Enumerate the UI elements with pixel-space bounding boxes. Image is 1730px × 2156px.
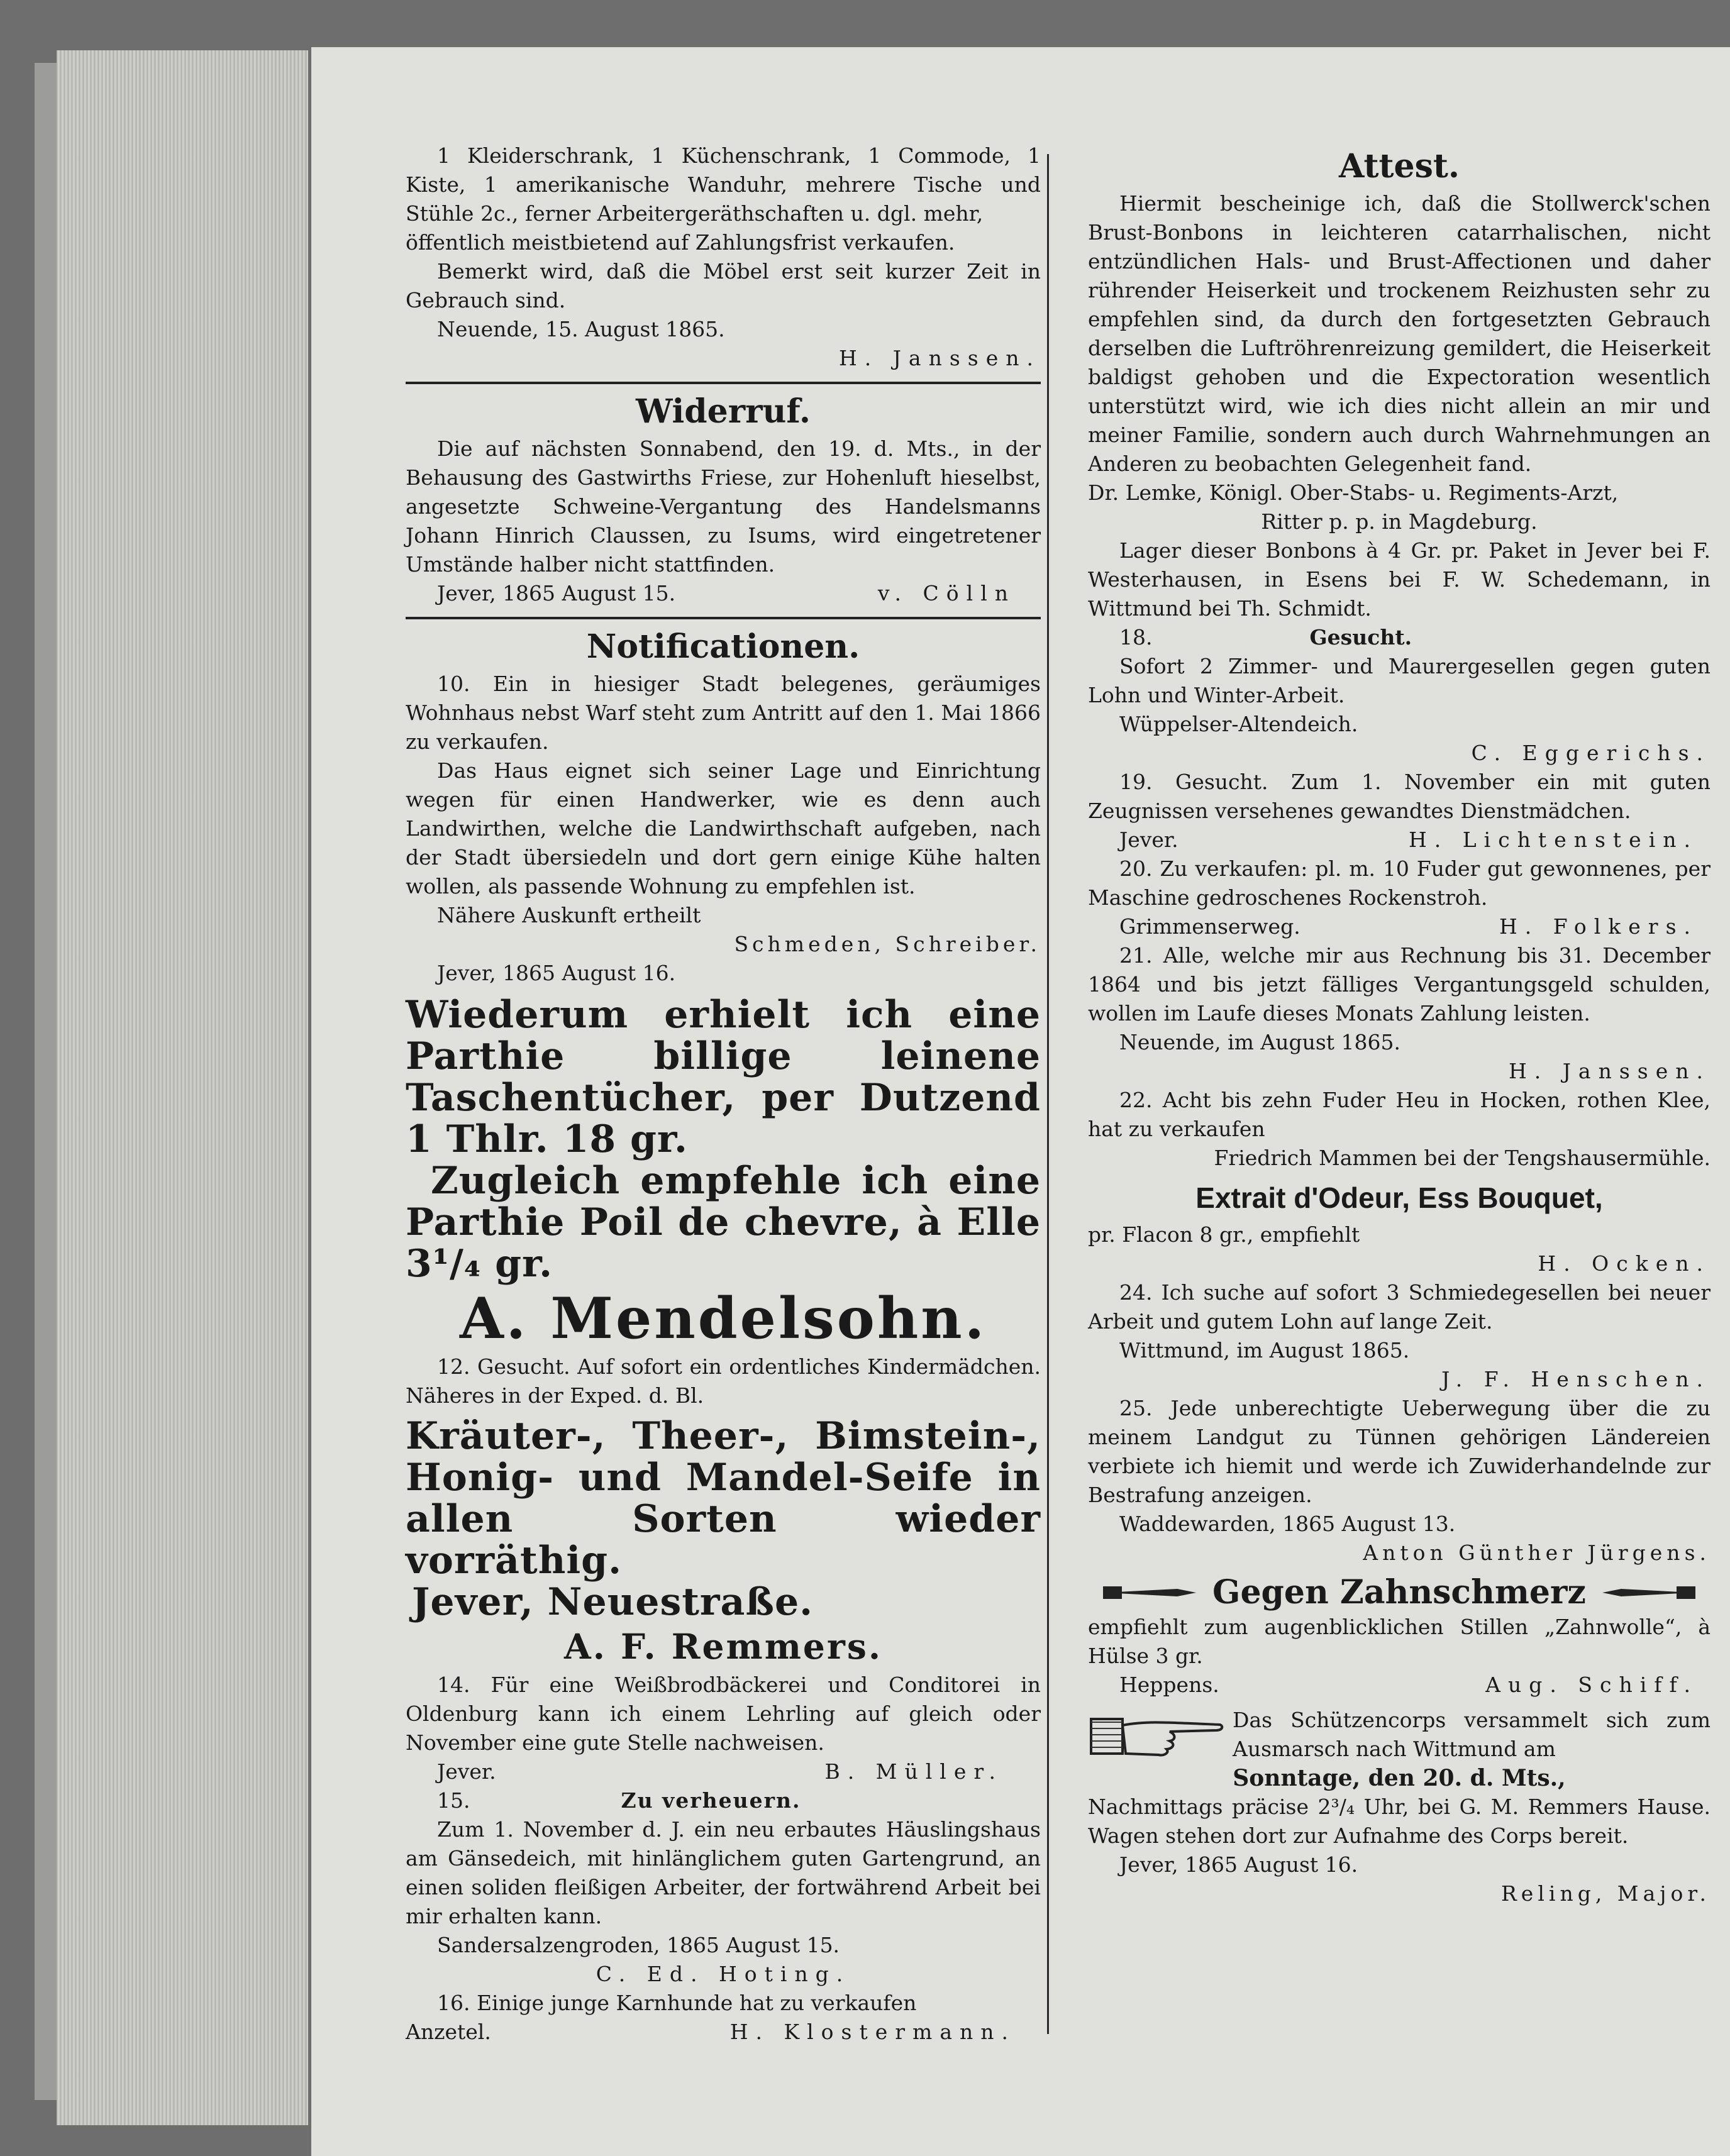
notice-16-text: 16. Einige junge Karnhunde hat zu verkaufen	[437, 1991, 917, 2015]
attest-lager: Lager dieser Bonbons à 4 Gr. pr. Paket in Jever bei F. Westerhausen, in Esens bei F. W. Schedemann, in Wittmund bei Th. Schmidt.	[1088, 538, 1711, 621]
notice-18-title: Gesucht.	[1309, 625, 1412, 650]
notice-21-place-date: Neuende, im August 1865.	[1119, 1030, 1401, 1054]
ad1-place-date: Neuende, 15. August 1865.	[437, 317, 725, 341]
schuetzen-signature: Reling, Major.	[1500, 1881, 1711, 1906]
notice-16-signature: H. Klostermann.	[729, 2020, 1016, 2044]
notice-19-place: Jever.	[1119, 827, 1178, 852]
notice-24-place-date: Wittmund, im August 1865.	[1119, 1338, 1410, 1363]
notice-25-place-date: Waddewarden, 1865 August 13.	[1119, 1512, 1456, 1536]
extrait-signature: H. Ocken.	[1538, 1251, 1711, 1276]
attest-signature-2: Ritter p. p. in Magdeburg.	[1261, 509, 1538, 534]
pointing-hand-icon	[1088, 1710, 1226, 1760]
notice-20-place: Grimmenserweg.	[1119, 914, 1300, 939]
ad1-note: Bemerkt wird, daß die Möbel erst seit kurzer Zeit in Gebrauch sind.	[406, 259, 1041, 312]
notificationen-title: Notificationen.	[586, 627, 860, 666]
rule	[406, 382, 1041, 384]
pointing-hand-icon	[1102, 1580, 1202, 1605]
notice-14-place: Jever.	[437, 1759, 496, 1784]
widerruf-signature: v. Cölln	[877, 581, 1016, 605]
notice-20-text: 20. Zu verkaufen: pl. m. 10 Fuder gut gewonnenes, per Maschine gedroschenes Rockenstroh.	[1088, 856, 1711, 910]
zahn-text: empfiehlt zum augenblicklichen Stillen „Zahnwolle“, à Hülse 3 gr.	[1088, 1615, 1711, 1668]
widerruf-text: Die auf nächsten Sonnabend, den 19. d. Mts., in der Behausung des Gastwirths Friese, zur Hohenluft hieselbst, angesetzte Schweine-Vergantung des Handelsmanns Johann Hinrich Claussen, zu Isums, wird eingetretener Umstände halber nicht stattfinden.	[406, 436, 1041, 577]
notice-10-details: Das Haus eignet sich seiner Lage und Einrichtung wegen für einen Handwerker, wie es denn auch Landwirthen, welche die Landwirthschaft aufgeben, nach der Stadt übersiedeln und dort gern einige Kühe halten wollen, als passende Wohnung zu empfehlen ist.	[406, 758, 1041, 898]
column-divider	[1047, 154, 1049, 2034]
notice-15-signature: C. Ed. Hoting.	[596, 1962, 851, 1986]
ad1-signature: H. Janssen.	[838, 346, 1041, 370]
notice-18-place: Wüppelser-Altendeich.	[1119, 712, 1358, 736]
widerruf-place-date: Jever, 1865 August 15.	[437, 581, 676, 605]
notice-22-text: 22. Acht bis zehn Fuder Heu in Hocken, rothen Klee, hat zu verkaufen	[1088, 1088, 1711, 1141]
extrait-title: Extrait d'Odeur, Ess Bouquet,	[1195, 1181, 1603, 1214]
schuetzen-text-1: Das Schützencorps versammelt sich zum Ausmarsch nach Wittmund am	[1233, 1708, 1711, 1761]
left-column	[406, 141, 1041, 2047]
notice-15-text: Zum 1. November d. J. ein neu erbautes Häuslingshaus am Gänsedeich, mit hinlänglichem guten Gartengrund, an einen soliden fleißigen Arbeiter, der fortwährend Arbeit bei mir erhalten kann.	[406, 1817, 1041, 1928]
notice-19-signature: H. Lichtenstein.	[1408, 827, 1698, 852]
notice-24-text: 24. Ich suche auf sofort 3 Schmiedegesellen bei neuer Arbeit und gutem Lohn auf lange Zeit.	[1088, 1280, 1711, 1334]
schuetzen-place-date: Jever, 1865 August 16.	[1119, 1852, 1358, 1877]
mendelsohn-offer-2: Zugleich empfehle ich eine Parthie Poil de chevre, à Elle 3¹/₄ gr.	[406, 1159, 1041, 1286]
notice-25-text: 25. Jede unberechtigte Ueberwegung über die zu meinem Landgut zu Tünnen gehörigen Ländereien verbiete ich hiemit und werde ich Zuwiderhandelnde zur Bestrafung anzeigen.	[1088, 1396, 1711, 1507]
notice-16-place: Anzetel.	[406, 2020, 491, 2044]
notice-14-text: 14. Für eine Weißbrodbäckerei und Conditorei in Oldenburg kann ich einem Lehrling auf gleich oder November eine gute Stelle nachweisen.	[406, 1672, 1041, 1755]
attest-text: Hiermit bescheinige ich, daß die Stollwerck'schen Brust-Bonbons in leichteren catarrhalischen, nicht entzündlichen Hals- und Brust-Affectionen und daher rührender Heiserkeit und trockenem Reizhusten sehr zu empfehlen sind, da durch den fortgesetzten Gebrauch derselben die Luftröhrenreizung gemildert, die Heiserkeit baldigst gehoben und die Expectoration wesentlich unterstützt wird, wie ich dies nicht allein an mir und meiner Familie, sondern auch durch Wahrnehmungen an Anderen zu beobachten Gelegenheit fand.	[1088, 191, 1711, 476]
notice-19-text: 19. Gesucht. Zum 1. November ein mit guten Zeugnissen versehenes gewandtes Dienstmädchen.	[1088, 770, 1711, 823]
notice-24-signature: J. F. Henschen.	[1441, 1367, 1711, 1391]
remmers-place: Jever, Neuestraße.	[412, 1580, 814, 1624]
notice-12: 12. Gesucht. Auf sofort ein ordentliches Kindermädchen. Näheres in der Exped. d. Bl.	[406, 1354, 1041, 1408]
notice-10-text: 10. Ein in hiesiger Stadt belegenes, geräumiges Wohnhaus nebst Warf steht zum Antritt auf den 1. Mai 1866 zu verkaufen.	[406, 672, 1041, 754]
notice-15-number: 15.	[437, 1788, 470, 1813]
zahn-place: Heppens.	[1119, 1672, 1219, 1697]
page-edges	[57, 50, 308, 2125]
mendelsohn-offer-1: Wiederum erhielt ich eine Parthie billige leinene Taschentücher, per Dutzend 1 Thlr. 18 gr.	[406, 993, 1041, 1161]
schuetzen-date: Sonntage, den 20. d. Mts.,	[1233, 1765, 1566, 1791]
ad1-sale: öffentlich meistbietend auf Zahlungsfrist verkaufen.	[406, 230, 955, 255]
notice-18-number: 18.	[1119, 625, 1153, 650]
remmers-soap-ad: Kräuter-, Theer-, Bimstein-, Honig- und Mandel-Seife in allen Sorten wieder vorräthig.	[406, 1414, 1041, 1583]
extrait-text: pr. Flacon 8 gr., empfiehlt	[1088, 1222, 1360, 1247]
notice-22-signature: Friedrich Mammen bei der Tengshausermühle.	[1214, 1146, 1711, 1170]
notice-15-place-date: Sandersalzengroden, 1865 August 15.	[437, 1933, 840, 1957]
zahn-title: Gegen Zahnschmerz	[1212, 1573, 1586, 1611]
attest-title: Attest.	[1339, 147, 1460, 185]
notice-21-text: 21. Alle, welche mir aus Rechnung bis 31. December 1864 und bis jetzt fälliges Vergantungsgeld schulden, wollen im Laufe dieses Monats Zahlung leisten.	[1088, 943, 1711, 1025]
newspaper-page	[311, 47, 1730, 2156]
ad1-items: 1 Kleiderschrank, 1 Küchenschrank, 1 Commode, 1 Kiste, 1 amerikanische Wanduhr, mehrere Tische und Stühle 2c., ferner Arbeitergeräthschaften u. dgl. mehr,	[406, 143, 1041, 226]
rule	[406, 617, 1041, 619]
schuetzen-text-2: Nachmittags präcise 2³/₄ Uhr, bei G. M. Remmers Hause. Wagen stehen dort zur Aufnahme des Corps bereit.	[1088, 1794, 1711, 1848]
notice-21-signature: H. Janssen.	[1508, 1059, 1711, 1083]
notice-20-signature: H. Folkers.	[1499, 914, 1698, 939]
notice-25-signature: Anton Günther Jürgens.	[1363, 1540, 1711, 1565]
remmers-name: A. F. Remmers.	[564, 1626, 882, 1667]
attest-signature-1: Dr. Lemke, Königl. Ober-Stabs- u. Regiments-Arzt,	[1088, 480, 1619, 505]
notice-10-signature: Schmeden, Schreiber.	[734, 932, 1041, 956]
mendelsohn-name: A. Mendelsohn.	[459, 1285, 987, 1352]
widerruf-title: Widerruf.	[636, 392, 811, 431]
notice-10-date: Jever, 1865 August 16.	[437, 961, 676, 985]
pointing-hand-icon	[1596, 1580, 1697, 1605]
right-column	[1088, 141, 1711, 1908]
notice-18-text: Sofort 2 Zimmer- und Maurergesellen gegen guten Lohn und Winter-Arbeit.	[1088, 654, 1711, 707]
notice-18-signature: C. Eggerichs.	[1471, 741, 1711, 765]
notice-10-info: Nähere Auskunft ertheilt	[437, 903, 701, 927]
zahn-signature: Aug. Schiff.	[1485, 1672, 1698, 1697]
notice-15-title: Zu verheuern.	[621, 1788, 801, 1813]
notice-14-signature: B. Müller.	[824, 1759, 1003, 1784]
